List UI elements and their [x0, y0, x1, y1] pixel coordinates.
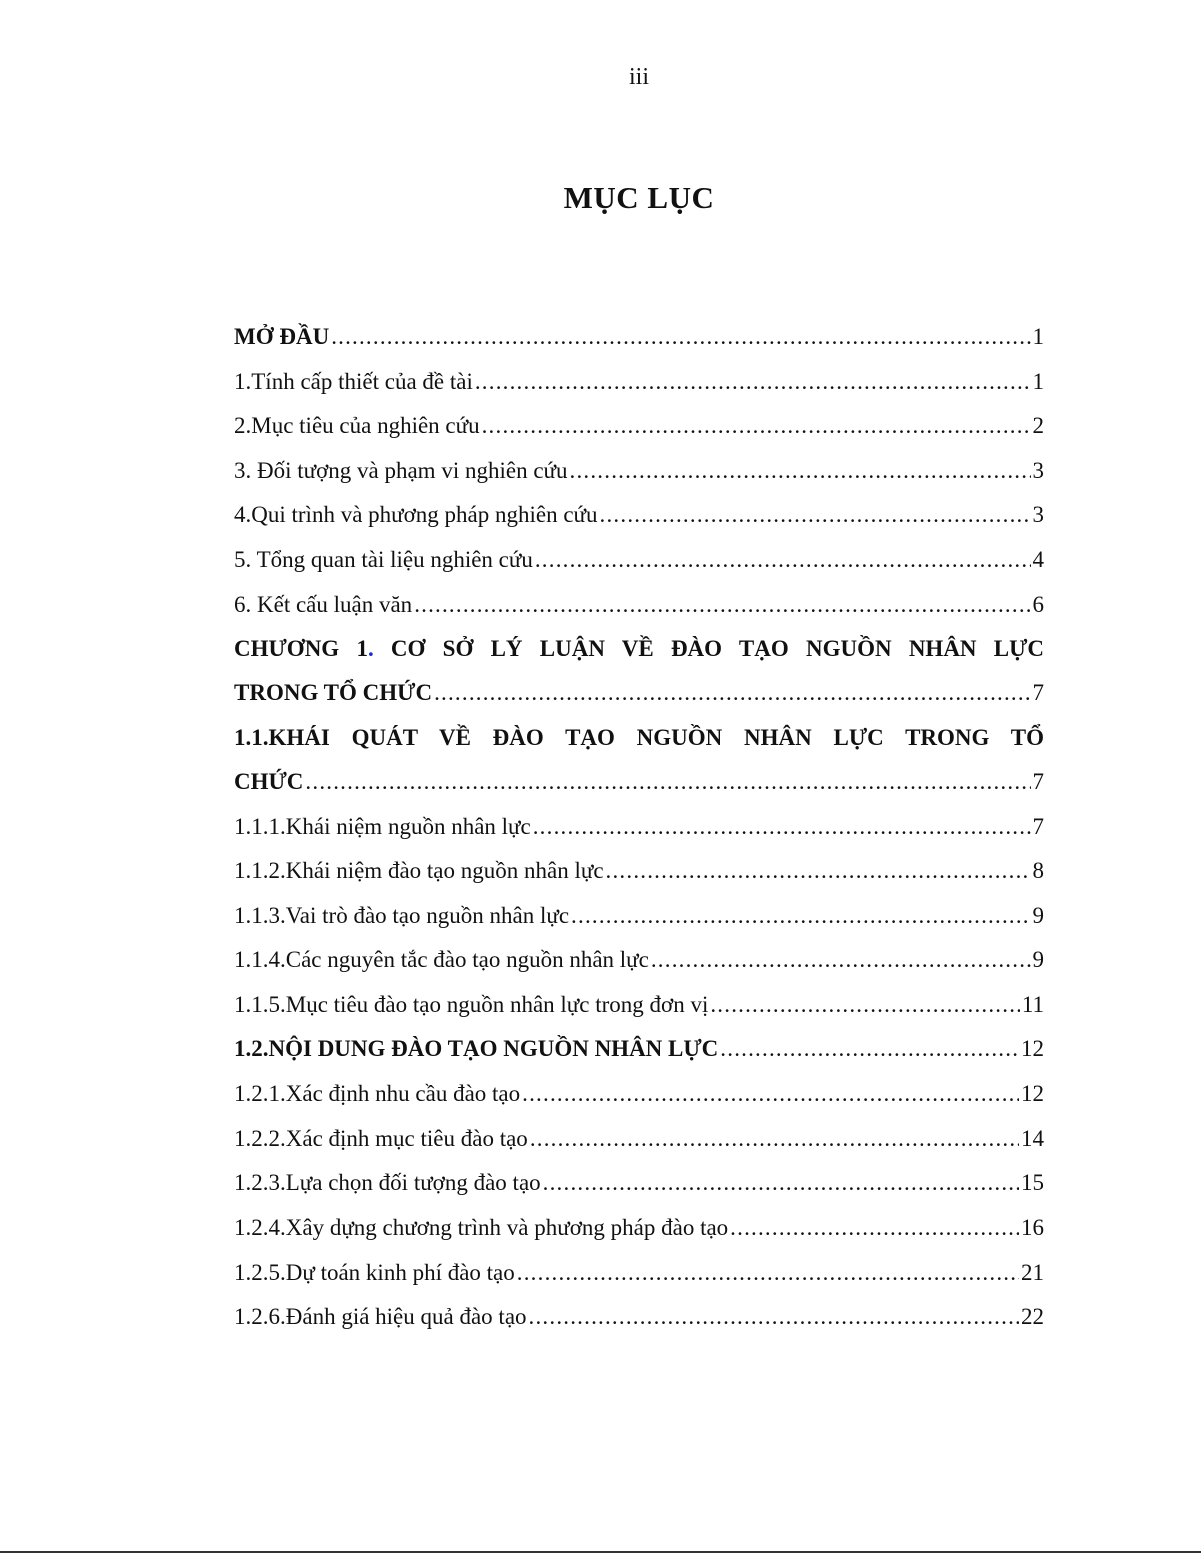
toc-entry-label: TRONG TỔ CHỨC: [234, 680, 433, 705]
toc-entry-label: 2.Mục tiêu của nghiên cứu: [234, 413, 480, 438]
dot-leader: [606, 854, 1031, 888]
toc-entry-page: 14: [1021, 1126, 1044, 1151]
dot-leader: [475, 365, 1031, 399]
toc-entry-label: 1.2.6.Đánh giá hiệu quả đào tạo: [234, 1304, 527, 1329]
page-number: iii: [628, 64, 649, 90]
toc-entry-page: 22: [1021, 1304, 1044, 1329]
heading-word: CHƯƠNG: [234, 636, 340, 661]
toc-entry-label: 1.2.5.Dự toán kinh phí đào tạo: [234, 1260, 515, 1285]
heading-word: NHÂN: [744, 725, 812, 750]
toc-entry-label: 1.1.4.Các nguyên tắc đào tạo nguồn nhân lực: [234, 947, 649, 972]
document-title: MỤC LỤC: [563, 180, 715, 215]
heading-word: TỔ: [1010, 725, 1044, 750]
dot-leader: [651, 943, 1031, 977]
toc-entry[interactable]: [234, 943, 1044, 977]
toc-entry-label: 4.Qui trình và phương pháp nghiên cứu: [234, 502, 598, 527]
toc-entry[interactable]: [234, 988, 1044, 1022]
toc-entry[interactable]: [234, 365, 1044, 399]
toc-entry-page: 3: [1032, 502, 1044, 527]
toc-section-1-2[interactable]: [234, 1032, 1044, 1066]
toc-entry-label: 6. Kết cấu luận văn: [234, 592, 413, 617]
toc-entry[interactable]: [234, 854, 1044, 888]
heading-word: LỰC: [993, 636, 1045, 661]
toc-entry[interactable]: [234, 1211, 1044, 1245]
toc-entry-label: 1.Tính cấp thiết của đề tài: [234, 369, 473, 394]
toc-entry[interactable]: [234, 409, 1044, 443]
heading-word: NHÂN: [908, 636, 977, 661]
heading-word: ĐÀO: [670, 636, 723, 661]
heading-word: VỀ: [621, 636, 654, 661]
toc-entry-label: 1.1.1.Khái niệm nguồn nhân lực: [234, 814, 531, 839]
dot-leader: [720, 1032, 1019, 1066]
heading-word: SỞ: [442, 636, 474, 661]
heading-word: LUẬN: [539, 636, 605, 661]
dot-leader: [331, 320, 1030, 354]
toc-entry-label: 1.1.2.Khái niệm đào tạo nguồn nhân lực: [234, 858, 604, 883]
toc-entry[interactable]: [234, 899, 1044, 933]
toc-entry-page: 9: [1032, 947, 1044, 972]
dot-leader: [730, 1211, 1019, 1245]
toc-entry-page: 6: [1032, 592, 1044, 617]
page-bottom-border: [0, 1551, 1201, 1553]
heading-word: ĐÀO: [492, 725, 544, 750]
toc-entry-page: 2: [1032, 413, 1044, 438]
dot-leader: [535, 543, 1031, 577]
dot-leader: [305, 765, 1030, 799]
toc-entry-label: 1.2.2.Xác định mục tiêu đào tạo: [234, 1126, 528, 1151]
toc-entry[interactable]: [234, 498, 1044, 532]
toc-entry-page: 1: [1032, 324, 1044, 349]
toc-entry-label: 1.2.1.Xác định nhu cầu đào tạo: [234, 1081, 521, 1106]
toc-entry[interactable]: [234, 810, 1044, 844]
dot-leader: [529, 1300, 1019, 1334]
heading-word: TẠO: [738, 636, 789, 661]
dot-leader: [533, 810, 1031, 844]
heading-word: TẠO: [565, 725, 615, 750]
toc-entry-page: 21: [1021, 1260, 1044, 1285]
heading-word: VỀ: [438, 725, 471, 750]
toc-entry-page: 1: [1032, 369, 1044, 394]
dot-leader: [482, 409, 1031, 443]
dot-leader: [530, 1122, 1019, 1156]
toc-entry-page: 4: [1032, 547, 1044, 572]
toc-chapter-1-continuation[interactable]: [234, 676, 1044, 710]
toc-entry-page: 8: [1032, 858, 1044, 883]
toc-entry-label: 3. Đối tượng và phạm vi nghiên cứu: [234, 458, 568, 483]
toc-entry[interactable]: [234, 588, 1044, 622]
dot-leader: [522, 1077, 1019, 1111]
heading-word: NGUỒN: [636, 725, 723, 750]
toc-section-1-1-heading[interactable]: [234, 721, 1044, 755]
toc-entry-page: 11: [1021, 992, 1044, 1017]
toc-entry-page: 12: [1021, 1036, 1044, 1061]
toc-entry-page: 16: [1021, 1215, 1044, 1240]
dot-leader: [710, 988, 1020, 1022]
heading-word: CƠ: [390, 636, 426, 661]
toc-entry-page: 12: [1021, 1081, 1044, 1106]
heading-word: 1.: [356, 636, 374, 661]
dot-leader: [543, 1166, 1019, 1200]
toc-chapter-1-heading[interactable]: [234, 632, 1044, 666]
toc-entry-label: 1.1.3.Vai trò đào tạo nguồn nhân lực: [234, 903, 570, 928]
toc-entry[interactable]: [234, 1166, 1044, 1200]
toc-entry-mo-dau[interactable]: [234, 320, 1044, 354]
toc-entry-label: CHỨC: [234, 769, 304, 794]
heading-word: LỰC: [833, 725, 884, 750]
toc-entry[interactable]: [234, 1077, 1044, 1111]
toc-entry-label: 1.2.4.Xây dựng chương trình và phương pháp đào tạo: [234, 1215, 729, 1240]
toc-entry-page: 7: [1032, 769, 1044, 794]
dot-leader: [414, 588, 1030, 622]
heading-word: 1.1.KHÁI: [234, 725, 330, 750]
heading-word: NGUỒN: [805, 636, 892, 661]
heading-word: LÝ: [490, 636, 523, 661]
dot-leader: [434, 676, 1030, 710]
toc-entry[interactable]: [234, 454, 1044, 488]
toc-entry-label: 1.2.NỘI DUNG ĐÀO TẠO NGUỒN NHÂN LỰC: [234, 1036, 719, 1061]
toc-entry-label: 5. Tổng quan tài liệu nghiên cứu: [234, 547, 533, 572]
toc-entry-page: 7: [1032, 680, 1044, 705]
toc-entry-page: 15: [1021, 1170, 1044, 1195]
toc-entry-label: MỞ ĐẦU: [234, 324, 330, 349]
dot-leader: [570, 454, 1031, 488]
toc-entry[interactable]: [234, 1300, 1044, 1334]
heading-word: QUÁT: [351, 725, 418, 750]
dot-leader: [600, 498, 1031, 532]
dot-leader: [517, 1256, 1019, 1290]
toc-entry[interactable]: [234, 1256, 1044, 1290]
toc-entry-page: 9: [1032, 903, 1044, 928]
dot-leader: [571, 899, 1030, 933]
toc-entry[interactable]: [234, 543, 1044, 577]
toc-entry-label: 1.2.3.Lựa chọn đối tượng đào tạo: [234, 1170, 541, 1195]
toc-entry-label: 1.1.5.Mục tiêu đào tạo nguồn nhân lực trong đơn vị: [234, 992, 709, 1017]
toc-entry-page: 3: [1032, 458, 1044, 483]
toc-section-1-1-continuation[interactable]: [234, 765, 1044, 799]
heading-word: TRONG: [905, 725, 990, 750]
toc-entry-page: 7: [1032, 814, 1044, 839]
toc-entry[interactable]: [234, 1122, 1044, 1156]
